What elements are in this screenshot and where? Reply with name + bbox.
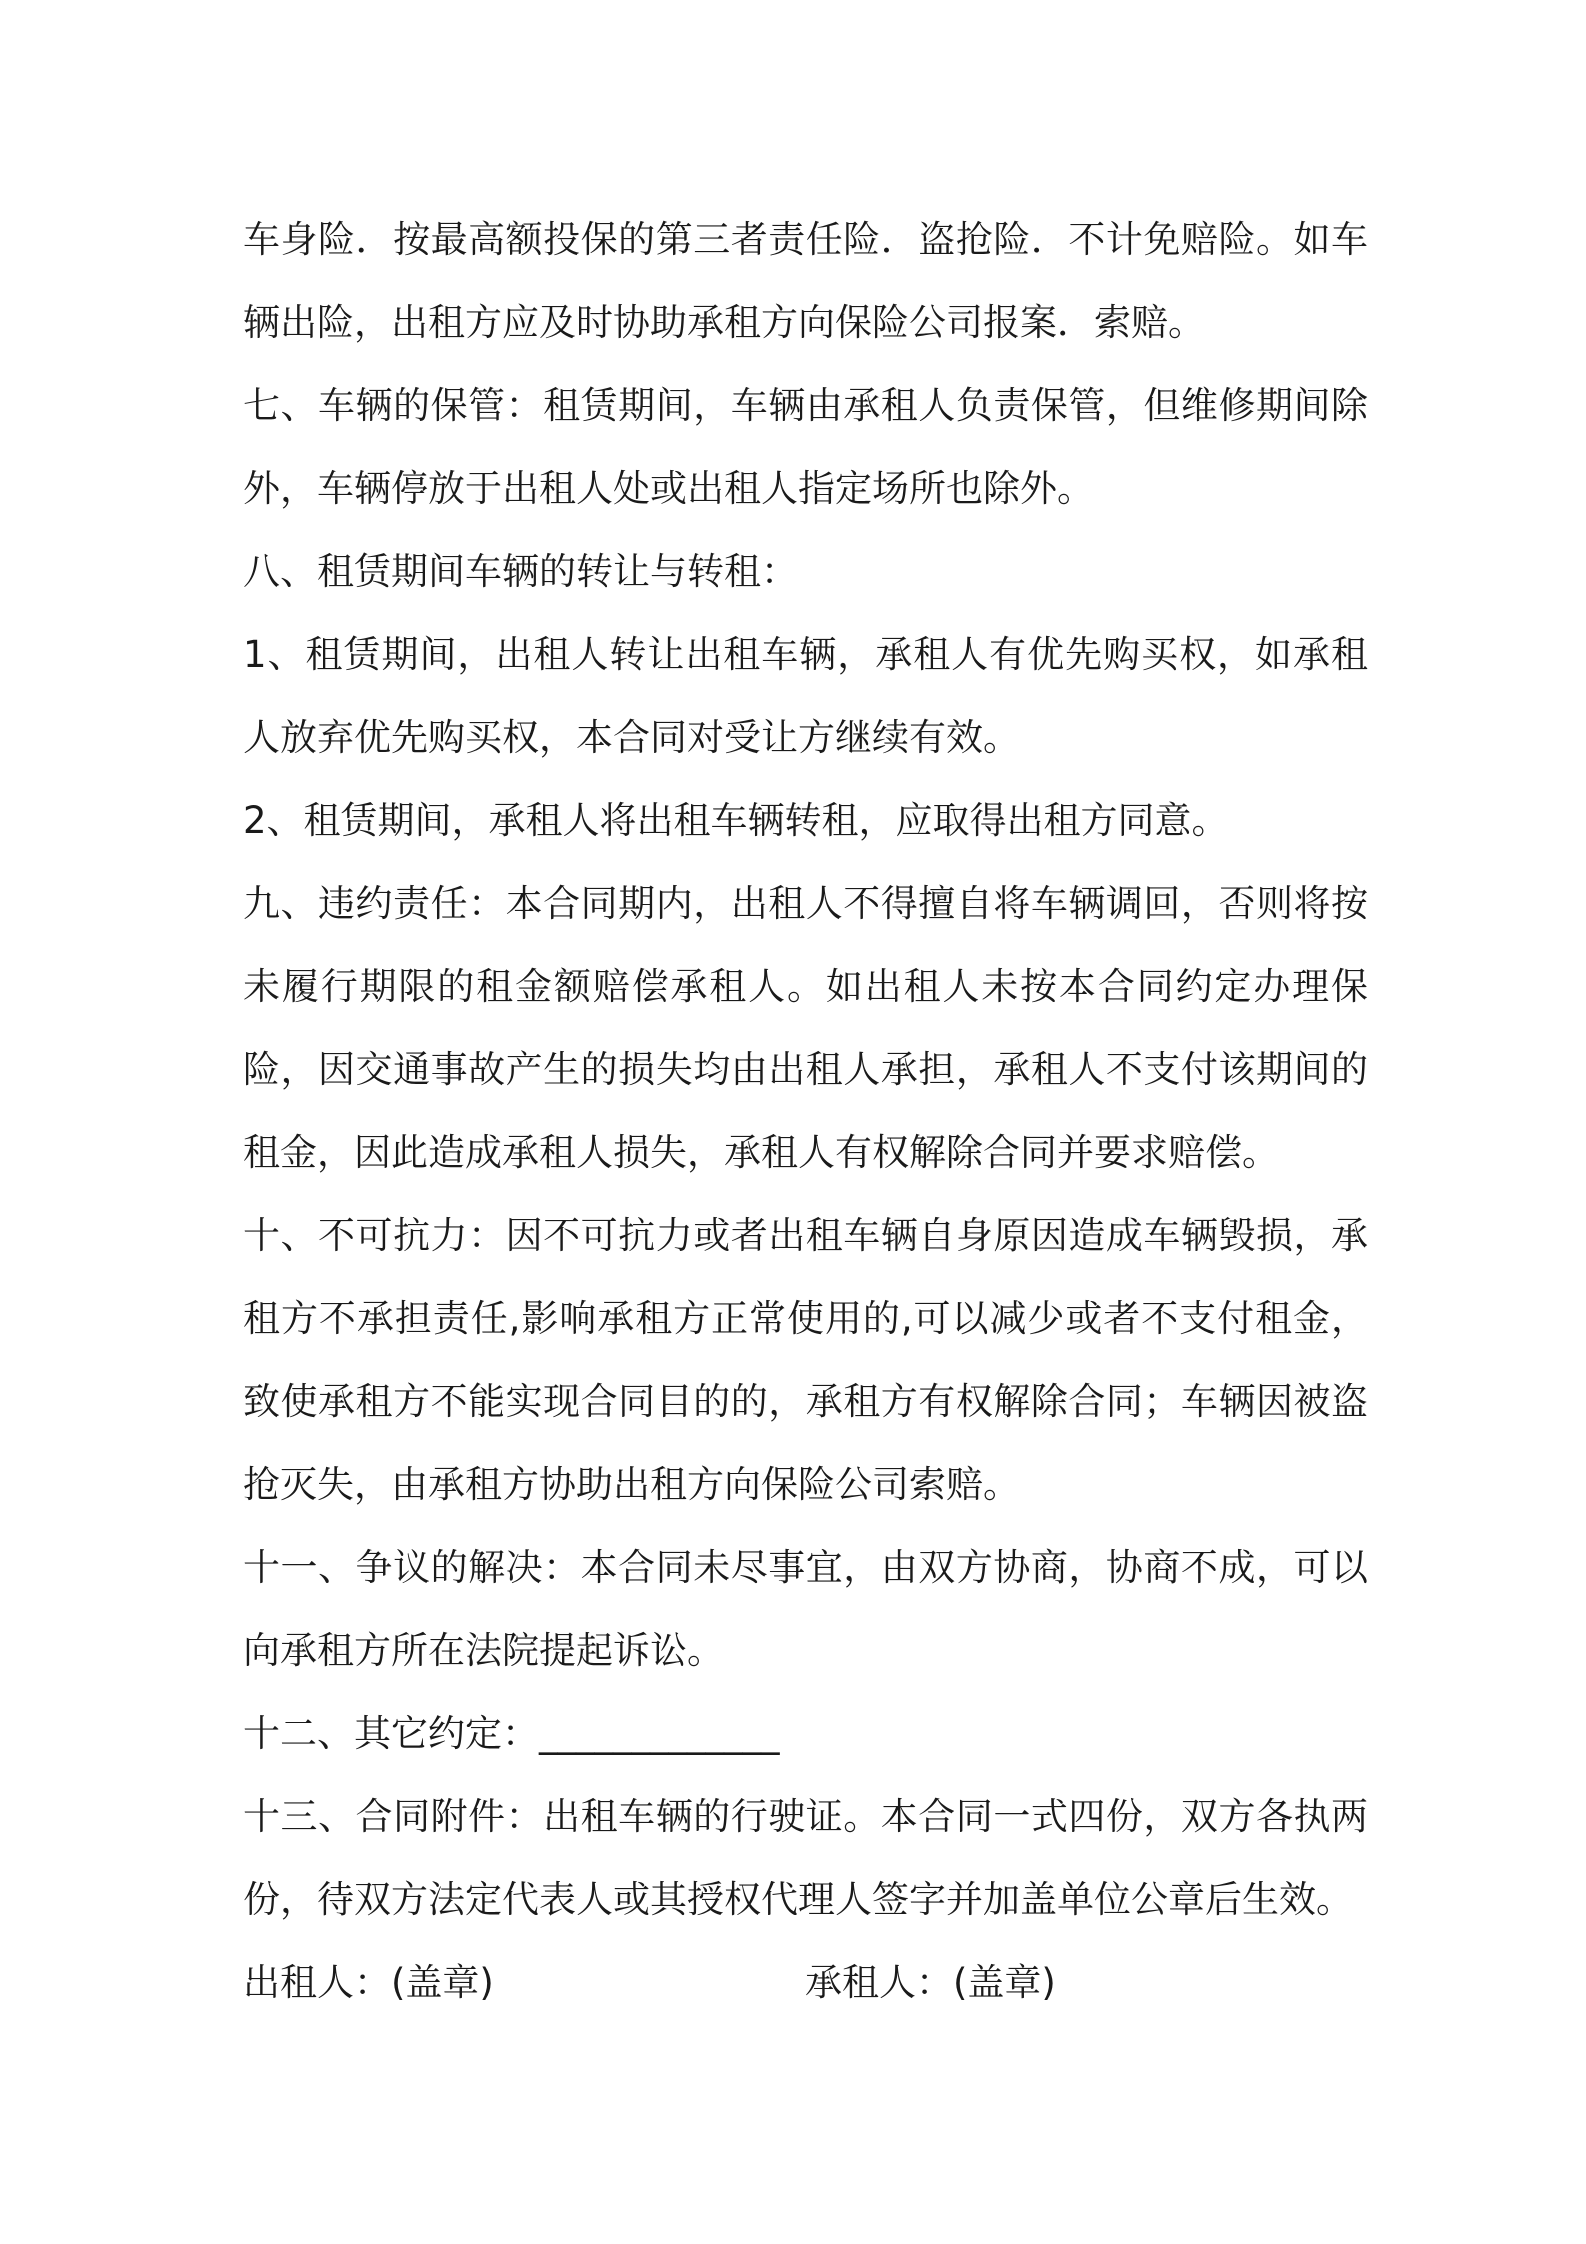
paragraph-other-terms: 十二、其它约定：_____________ [243, 1712, 780, 1755]
paragraph-vehicle-custody: 七、车辆的保管：租赁期间，车辆由承租人负责保管，但维修期间除外，车辆停放于出租人处或出租人指定场所也除外。 [243, 384, 1368, 510]
signature-row [243, 1941, 1368, 2024]
paragraph-breach-liability: 九、违约责任：本合同期内，出租人不得擅自将车辆调回，否则将按未履行期限的租金额赔偿承租人。如出租人未按本合同约定办理保险，因交通事故产生的损失均由出租人承担，承租人不支付该期间的租金，因此造成承租人损失，承租人有权解除合同并要求赔偿。 [243, 882, 1368, 1174]
paragraph-transfer-heading: 八、租赁期间车辆的转让与转租： [243, 550, 798, 593]
paragraph-dispute-resolution: 十一、争议的解决：本合同未尽事宜，由双方协商，协商不成，可以向承租方所在法院提起诉讼。 [243, 1546, 1368, 1672]
document-body [243, 198, 1368, 2024]
paragraph-transfer-1: 1、租赁期间，出租人转让出租车辆，承租人有优先购买权，如承租人放弃优先购买权，本合同对受让方继续有效。 [243, 633, 1368, 759]
lessee-signature: 承租人：(盖章) [805, 1961, 1056, 2004]
lessor-signature: 出租人：(盖章) [243, 1961, 494, 2004]
paragraph-transfer-2: 2、租赁期间，承租人将出租车辆转租，应取得出租方同意。 [243, 799, 1229, 842]
paragraph-insurance: 车身险．按最高额投保的第三者责任险．盗抢险．不计免赔险。如车辆出险，出租方应及时协助承租方向保险公司报案．索赔。 [243, 218, 1368, 344]
paragraph-attachments: 十三、合同附件：出租车辆的行驶证。本合同一式四份，双方各执两份，待双方法定代表人或其授权代理人签字并加盖单位公章后生效。 [243, 1795, 1368, 1921]
paragraph-force-majeure: 十、不可抗力：因不可抗力或者出租车辆自身原因造成车辆毁损，承租方不承担责任,影响承租方正常使用的,可以减少或者不支付租金，致使承租方不能实现合同目的的，承租方有权解除合同；车辆因被盗抢灭失，由承租方协助出租方向保险公司索赔。 [243, 1214, 1368, 1506]
